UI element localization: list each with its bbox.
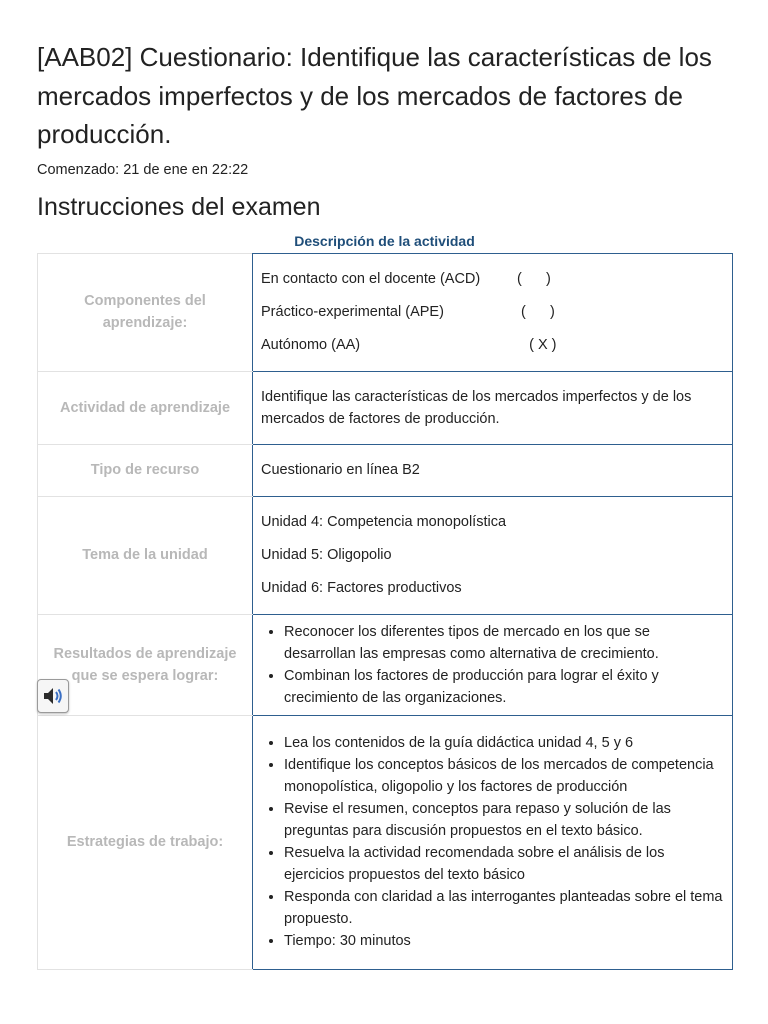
list-item: • Lea los contenidos de la guía didáctica unidad 4, 5 y 6 — [284, 732, 724, 754]
resultados-list — [261, 621, 724, 709]
label-tipo: Tipo de recurso — [38, 444, 253, 496]
label-estrategias: Estrategias de trabajo: — [38, 715, 253, 969]
list-item: • Identifique los conceptos básicos de los mercados de competencia monopolística, oligopolio y los factores de producción — [284, 754, 724, 798]
tema-item: Unidad 5: Oligopolio — [261, 547, 392, 563]
tema-item: Unidad 6: Factores productivos — [261, 580, 462, 596]
value-tema — [253, 496, 733, 614]
row-tipo — [38, 444, 733, 496]
list-item: • Resuelva la actividad recomendada sobre el análisis de los ejercicios propuestos del texto básico — [284, 842, 724, 886]
value-resultados — [253, 614, 733, 715]
tema-item: Unidad 4: Competencia monopolística — [261, 514, 507, 530]
componente-item: Autónomo (AA) ( X ) — [261, 337, 557, 353]
label-tema: Tema de la unidad — [38, 496, 253, 614]
started-timestamp: Comenzado: 21 de ene en 22:22 — [37, 161, 249, 178]
estrategias-list — [261, 732, 724, 952]
value-actividad: Identifique las características de los mercados imperfectos y de los mercados de factores de producción. — [253, 371, 733, 444]
row-actividad — [38, 371, 733, 444]
label-componentes: Componentes del aprendizaje: — [38, 253, 253, 371]
componente-item: En contacto con el docente (ACD) ( ) — [261, 271, 551, 287]
activity-table — [37, 253, 733, 970]
row-resultados — [38, 614, 733, 715]
row-estrategias — [38, 715, 733, 969]
value-componentes — [253, 253, 733, 371]
quiz-content — [37, 38, 737, 970]
page-title: [AAB02] Cuestionario: Identifique las características de los mercados imperfectos y de los mercados de factores de producción. — [37, 42, 712, 149]
list-item: • Revise el resumen, conceptos para repaso y solución de las preguntas para discusión propuestos en el texto básico. — [284, 798, 724, 842]
value-estrategias — [253, 715, 733, 969]
list-item: • Tiempo: 30 minutos — [284, 930, 724, 952]
speaker-icon — [42, 686, 64, 706]
list-item: • Combinan los factores de producción para lograr el éxito y crecimiento de las organizaciones. — [284, 665, 724, 709]
value-tipo: Cuestionario en línea B2 — [253, 444, 733, 496]
list-item: • Reconocer los diferentes tipos de mercado en los que se desarrollan las empresas como alternativa de crecimiento. — [284, 621, 724, 665]
row-tema — [38, 496, 733, 614]
label-actividad: Actividad de aprendizaje — [38, 371, 253, 444]
label-resultados: Resultados de aprendizaje que se espera lograr: — [38, 614, 253, 715]
row-componentes — [38, 253, 733, 371]
table-title: Descripción de la actividad — [294, 232, 475, 249]
componente-item: Práctico-experimental (APE) ( ) — [261, 304, 555, 320]
instructions-heading: Instrucciones del examen — [37, 192, 321, 221]
list-item: • Responda con claridad a las interrogantes planteadas sobre el tema propuesto. — [284, 886, 724, 930]
speaker-button[interactable] — [37, 679, 69, 713]
